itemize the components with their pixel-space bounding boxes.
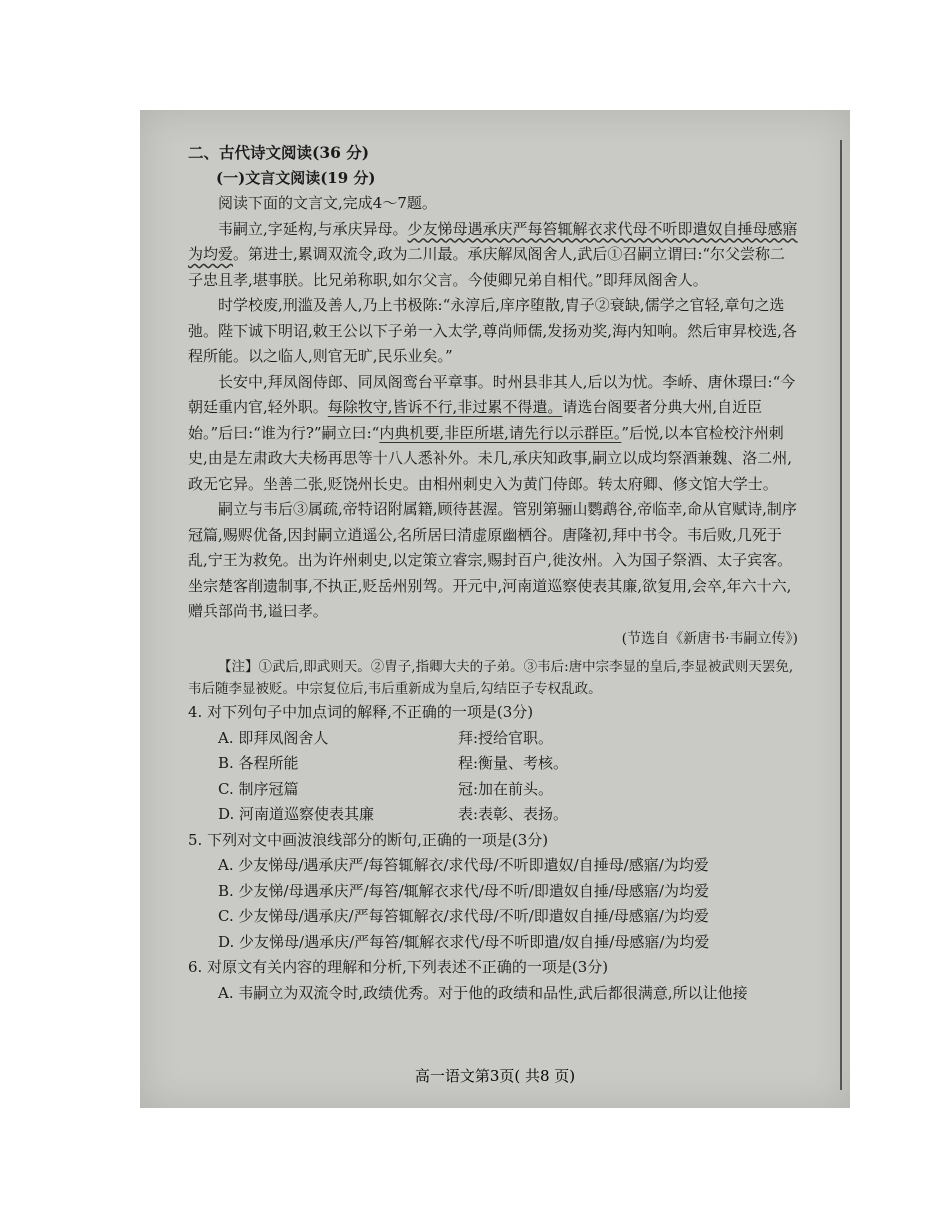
q4-option-gloss: 拜:授给官职。 [458, 728, 554, 747]
passage-paragraph-3 [188, 370, 798, 498]
q4-option-b [218, 751, 798, 777]
passage-paragraph-1 [188, 217, 798, 294]
passage-paragraph-4: 嗣立与韦后③属疏,帝特诏附属籍,顾待甚渥。管别第骊山鹦鹉谷,帝临幸,命从官赋诗,制序冠篇,赐赆优备,因封嗣立逍遥公,名所居曰清虚原幽栖谷。唐隆初,拜中书令。韦后败,几死于乱,宁王为救免。出为许州刺史,以定策立睿宗,赐封百户,徙汝州。入为国子祭酒、太子宾客。坐宗楚客削遗制事,不执正,贬岳州别驾。开元中,河南道巡察使表其廉,欲复用,会卒,年六十六,赠兵部尚书,谥曰孝。 [188, 500, 797, 620]
passage-text: 韦嗣立,字延构,与承庆异母。 [218, 219, 408, 238]
passage-text: 。第进士,累调双流令,政为二川最。承庆解凤阁舍人,武后①召嗣立谓曰:“尔父尝称二子忠且孝,堪事朕。比兄弟称职,如尔父言。今使卿兄弟自相代。”即拜凤阁舍人。 [188, 245, 786, 289]
passage-paragraph-2: 时学校废,刑滥及善人,乃上书极陈:“永淳后,庠序堕散,胄子②衰缺,儒学之官轻,章句之选弛。陛下诚下明诏,敕王公以下子弟一入太学,尊尚师儒,发扬劝奖,海内知响。然后审昇校选,各程所能。以之临人,则官无旷,民乐业矣。” [188, 296, 797, 365]
q4-option-text: A. 即拜凤阁舍人 [218, 728, 329, 747]
annotation-note: 【注】①武后,即武则天。②胄子,指卿大夫的子弟。③韦后:唐中宗李显的皇后,李显被武则天罢免,韦后随李显被贬。中宗复位后,韦后重新成为皇后,勾结臣子专权乱政。 [188, 659, 794, 697]
question-4-stem: 4. 对下列句子中加点词的解释,不正确的一项是(3分) [188, 703, 534, 721]
q5-option-b: B. 少友悌/母遇承庆严/每笞/辄解衣求代/母不听/即遣奴自捶/母感寤/为均爱 [218, 881, 709, 900]
q5-option-d: D. 少友悌母/遇承庆/严每笞/辄解衣求代/母不听即遣/奴自捶/母感寤/为均爱 [218, 932, 710, 951]
section-heading: 二、古代诗文阅读(36 分) [188, 143, 370, 162]
q4-option-a [218, 726, 798, 752]
underlined-sentence-1: 每除牧守,皆诉不行,非过累不得遣。 [327, 398, 563, 416]
q4-option-text: D. 河南道巡察使表其廉 [218, 805, 375, 823]
subsection-heading: (一)文言文阅读(19 分) [216, 168, 376, 187]
underlined-sentence-2: 内典机要,非臣所堪,请先行以示群臣。 [379, 423, 622, 442]
question-6-stem: 6. 对原文有关内容的理解和分析,下列表述不正确的一项是(3分) [188, 958, 609, 976]
question-5-stem: 5. 下列对文中画波浪线部分的断句,正确的一项是(3分) [188, 830, 549, 849]
q4-option-gloss: 表:表彰、表扬。 [458, 805, 569, 823]
q4-option-d [218, 802, 798, 828]
exam-page [140, 110, 850, 1108]
passage-text: ”后悦,以本官检校汴州刺史,由是左肃政大夫杨再思等十八人悉补外。未几,承庆知政事,嗣立以成均祭酒兼魏、洛二州,政无它异。坐善二张,贬饶州长史。由相州刺史入为黄门侍郎。转太府卿、修文馆大学士。 [188, 423, 793, 493]
q4-option-gloss: 程:衡量、考核。 [458, 754, 569, 772]
q5-option-c: C. 少友悌母/遇承庆/严每笞辄解衣/求代母/不听/即遣奴自捶/母感寤/为均爱 [218, 907, 709, 925]
wavy-underlined-sentence: 少友悌母遇承庆严每笞辄解衣求代母不听即遣奴自捶母感寤为均爱 [188, 219, 798, 263]
source-citation: (节选自《新唐书·韦嗣立传》) [621, 630, 798, 647]
passage-text: 请选台阁要者分典大州,自近臣始。”后曰:“谁为行?”嗣立曰:“ [188, 398, 763, 442]
passage-text: 长安中,拜凤阁侍郎、同凤阁鸾台平章事。时州县非其人,后以为忧。李峤、唐休璟曰:“今朝廷重内官,轻外职。 [188, 372, 796, 416]
page-content [188, 140, 798, 1006]
q4-option-gloss: 冠:加在前头。 [458, 779, 554, 798]
page-footer: 高一语文第3页( 共8 页) [414, 1067, 576, 1085]
q5-option-a: A. 少友悌母/遇承庆严/每笞辄解衣/求代母/不听即遣奴/自捶母/感寤/为均爱 [218, 856, 709, 874]
q4-option-text: B. 各程所能 [218, 754, 299, 772]
q6-option-a: A. 韦嗣立为双流令时,政绩优秀。对于他的政绩和品性,武后都很满意,所以让他接 [218, 983, 748, 1002]
q4-option-c [218, 777, 798, 803]
instruction: 阅读下面的文言文,完成4～7题。 [218, 194, 437, 212]
q4-option-text: C. 制序冠篇 [218, 779, 299, 798]
